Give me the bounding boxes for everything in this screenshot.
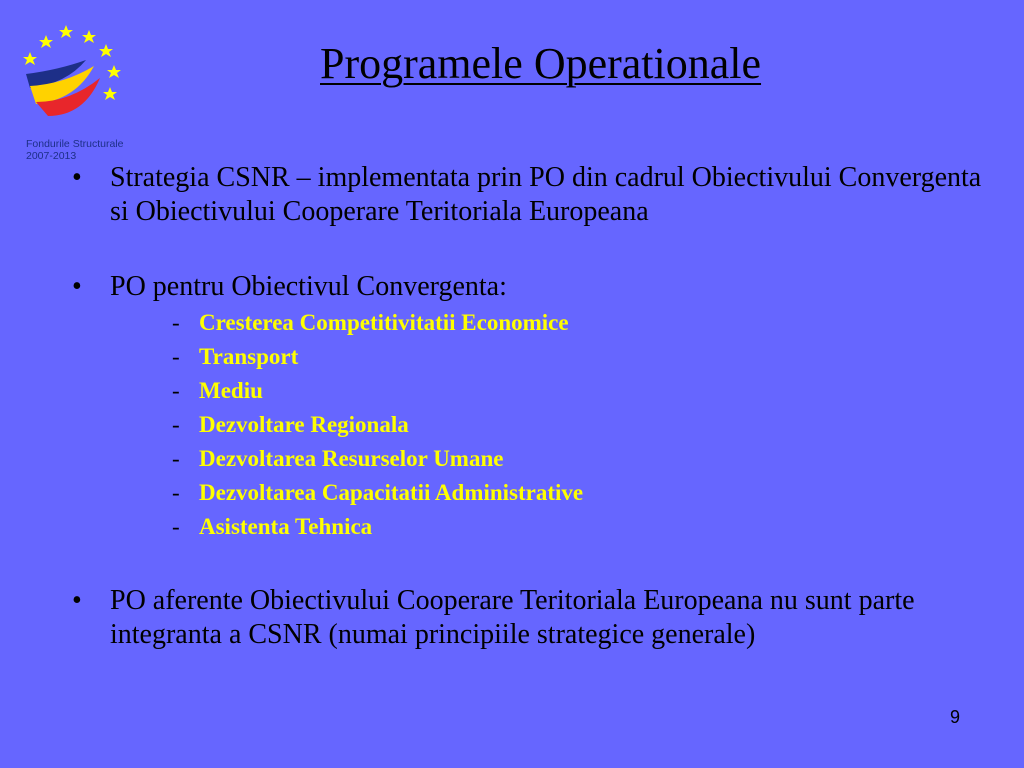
sub-item	[172, 479, 583, 507]
logo-caption-line2: 2007-2013	[26, 150, 77, 162]
sub-item-marker: -	[172, 480, 180, 505]
sub-item	[172, 445, 503, 473]
logo-caption-line1: Fondurile Structurale	[26, 138, 124, 150]
sub-item-marker: -	[172, 344, 180, 369]
sub-item-text: Asistenta Tehnica	[199, 514, 373, 539]
sub-item	[172, 377, 263, 405]
sub-item-marker: -	[172, 412, 180, 437]
sub-item-text: Transport	[199, 344, 299, 369]
bullet-item	[72, 161, 1002, 229]
sub-item-marker: -	[172, 310, 180, 335]
bullet-marker: •	[72, 271, 82, 302]
eu-star-swoosh-icon	[18, 22, 138, 134]
fonduri-structurale-logo	[18, 22, 138, 167]
sub-item	[172, 343, 298, 371]
bullet-marker: •	[72, 162, 82, 193]
sub-item-marker: -	[172, 378, 180, 403]
sub-item	[172, 411, 409, 439]
bullet-text: PO aferente Obiectivului Cooperare Teritoriala Europeana nu sunt parte integranta a CSNR (numai principiile strategice generale)	[110, 585, 915, 650]
bullet-item	[72, 584, 1002, 652]
sub-item-text: Dezvoltarea Capacitatii Administrative	[199, 480, 584, 505]
page-number: 9	[950, 707, 961, 727]
sub-item-marker: -	[172, 446, 180, 471]
sub-item-marker: -	[172, 514, 180, 539]
sub-item	[172, 309, 569, 337]
bullet-text: Strategia CSNR – implementata prin PO din cadrul Obiectivului Convergenta si Obiectivului Cooperare Teritoriala Europeana	[110, 162, 982, 227]
bullet-text: PO pentru Obiectivul Convergenta:	[110, 271, 507, 302]
slide-title: Programele Operationale	[320, 39, 762, 88]
sub-item-text: Mediu	[199, 378, 263, 403]
sub-item-text: Dezvoltarea Resurselor Umane	[199, 446, 504, 471]
bullet-marker: •	[72, 585, 82, 616]
sub-item-text: Cresterea Competitivitatii Economice	[199, 310, 569, 335]
logo-caption	[26, 138, 123, 162]
bullet-item	[72, 270, 1002, 304]
sub-item	[172, 513, 372, 541]
sub-item-text: Dezvoltare Regionala	[199, 412, 409, 437]
